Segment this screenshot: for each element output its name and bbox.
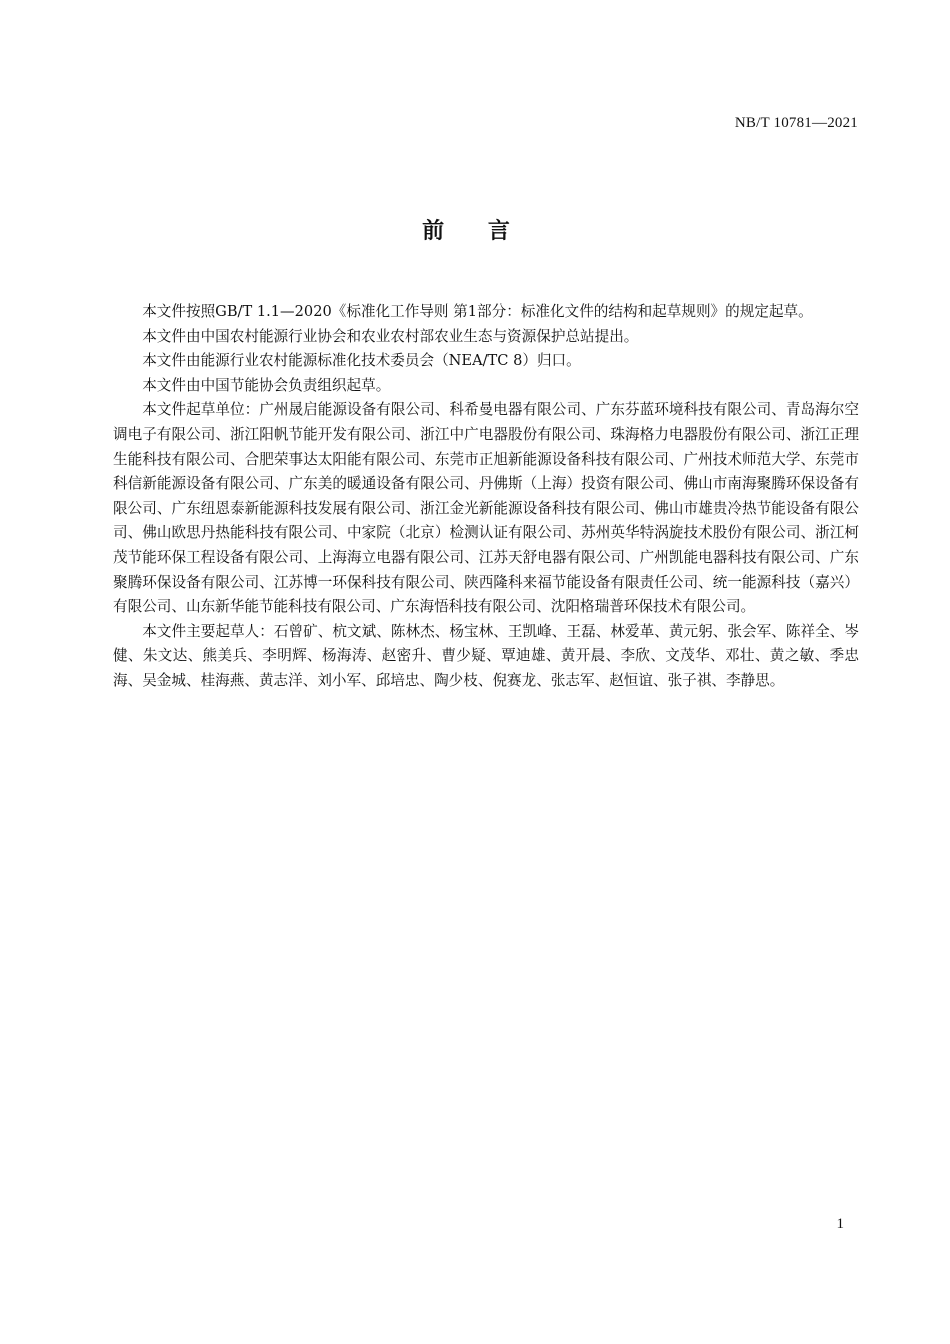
- page-number: 1: [836, 1216, 844, 1232]
- foreword-body: [113, 300, 859, 694]
- section-title: 前 言: [422, 219, 528, 244]
- paragraph-proposer: 本文件由中国农村能源行业协会和农业农村部农业生态与资源保护总站提出。: [142, 327, 639, 345]
- paragraph-drafting-rules: 本文件按照GB/T 1.1—2020《标准化工作导则 第1部分：标准化文件的结构和起草规则》的规定起草。: [142, 303, 813, 320]
- paragraph-main-drafters: 本文件主要起草人：石曾矿、杭文斌、陈林杰、杨宝林、王凯峰、王磊、林爱革、黄元躬、张会军、陈祥全、岑健、朱文达、熊美兵、李明辉、杨海涛、赵密升、曹少疑、覃迪雄、黄开晨、李欣、文茂华、邓壮、黄之敏、季忠海、吴金城、桂海燕、黄志洋、刘小军、邱培忠、陶少枝、倪赛龙、张志军、赵恒谊、张子祺、李静思。: [113, 622, 859, 689]
- paragraph-organizer: 本文件由中国节能协会负责组织起草。: [142, 376, 391, 394]
- paragraph-drafting-units: 本文件起草单位：广州晟启能源设备有限公司、科希曼电器有限公司、广东芬蓝环境科技有限公司、青岛海尔空调电子有限公司、浙江阳帆节能开发有限公司、浙江中广电器股份有限公司、珠海格力电器股份有限公司、浙江正理生能科技有限公司、合肥荣事达太阳能有限公司、东莞市正旭新能源设备科技有限公司、广州技术师范大学、东莞市科信新能源设备有限公司、广东美的暖通设备有限公司、丹佛斯（上海）投资有限公司、佛山市南海聚腾环保设备有限公司、广东纽恩泰新能源科技发展有限公司、浙江金光新能源设备科技有限公司、佛山市雄贵冷热节能设备有限公司、佛山欧思丹热能科技有限公司、中家院（北京）检测认证有限公司、苏州英华特涡旋技术股份有限公司、浙江柯茂节能环保工程设备有限公司、上海海立电器有限公司、江苏天舒电器有限公司、广州凯能电器科技有限公司、广东聚腾环保设备有限公司、江苏博一环保科技有限公司、陕西隆科来福节能设备有限责任公司、统一能源科技（嘉兴）有限公司、山东新华能节能科技有限公司、广东海悟科技有限公司、沈阳格瑞普环保技术有限公司。: [113, 401, 859, 616]
- document-code: NB/T 10781—2021: [734, 115, 858, 131]
- paragraph-governing-committee: 本文件由能源行业农村能源标准化技术委员会（NEA/TC 8）归口。: [142, 352, 581, 370]
